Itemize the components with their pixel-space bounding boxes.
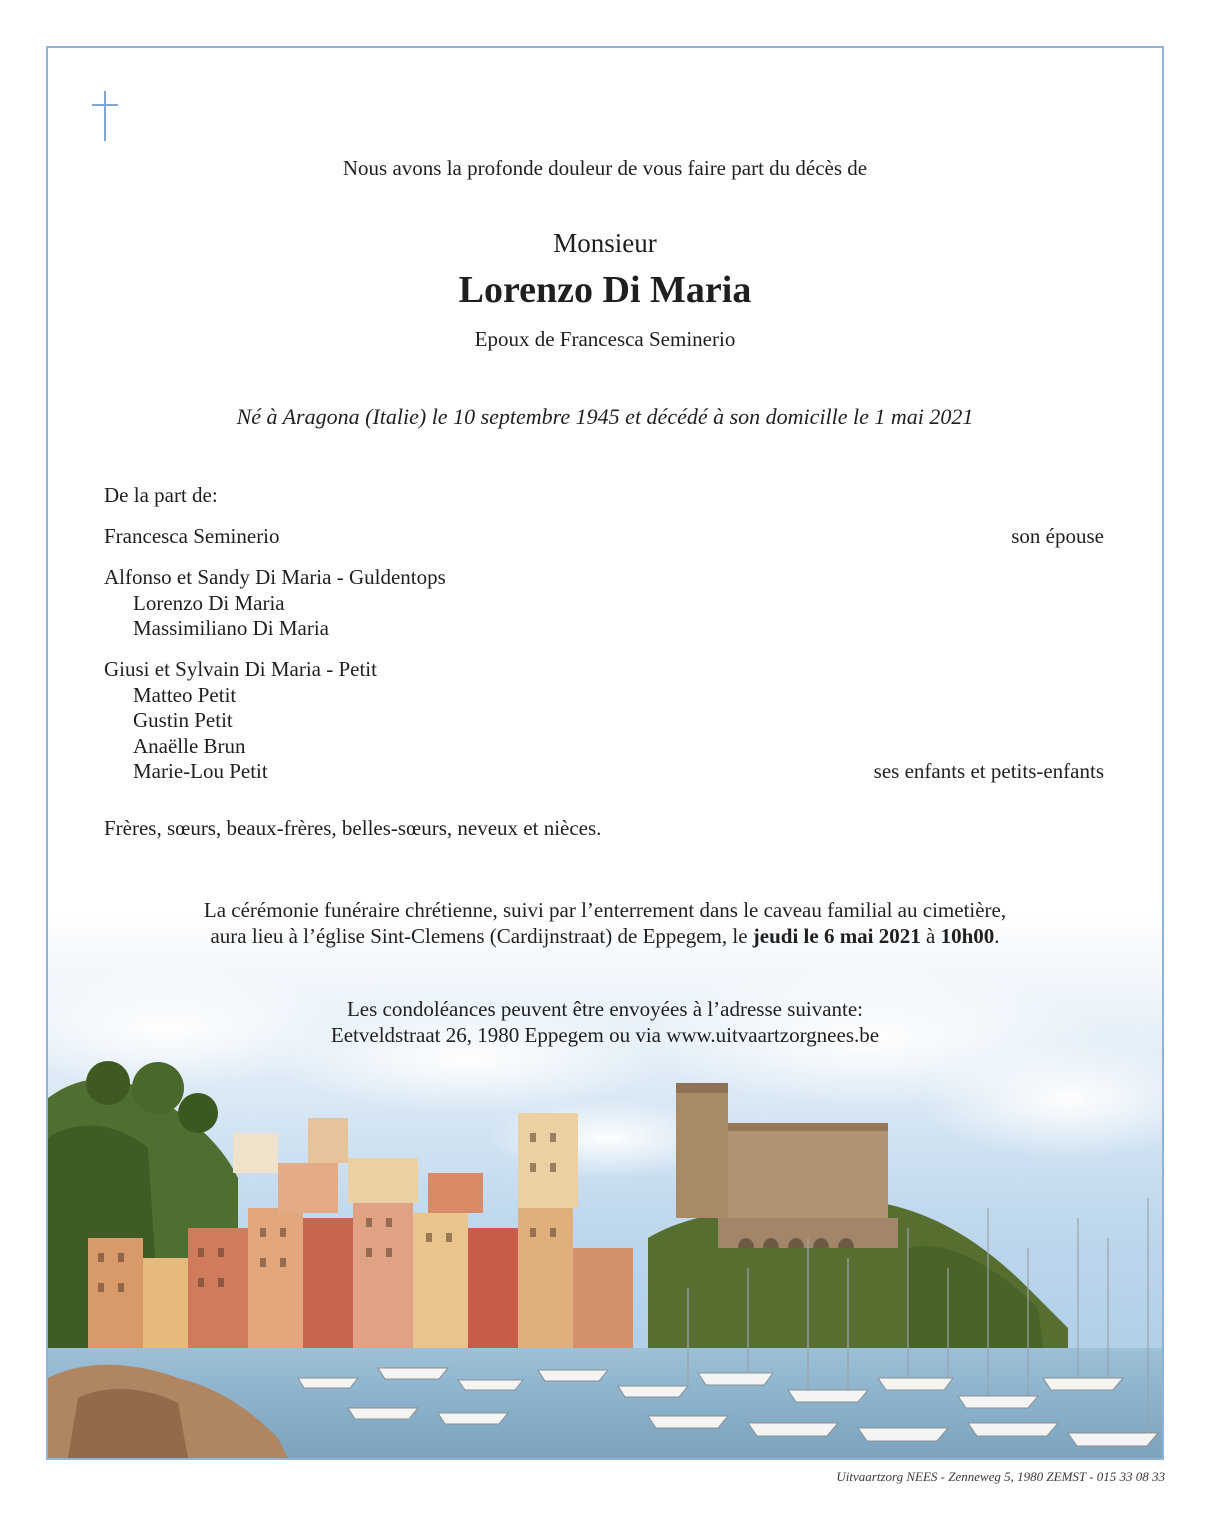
spouse-line: Epoux de Francesca Seminerio [474,327,736,351]
condolences-line-2: Eetveldstraat 26, 1980 Eppegem ou via www.uitvaartzorgnees.be [330,1023,880,1047]
ceremony-date: jeudi le 6 mai 2021 [752,923,921,948]
from-label: De la part de: [104,483,218,507]
condolences-line-1: Les condoléances peuvent être envoyées à l’adresse suivante: [346,997,864,1021]
family-group-1-head: Alfonso et Sandy Di Maria - Guldentops [104,565,446,589]
children-relation: ses enfants et petits-enfants [873,759,1104,783]
cross-icon [92,91,118,141]
family-spouse-row [104,524,1104,550]
family-group-2-child: Marie-Lou Petit [133,759,268,783]
ceremony-line-1: La cérémonie funéraire chrétienne, suivi par l’enterrement dans le caveau familial au cimetière, [203,898,1007,922]
honorific: Monsieur [553,228,657,258]
ceremony-connector: à [920,923,941,948]
children-relation-row [104,759,1104,785]
family-spouse-relation: son épouse [1011,524,1104,548]
family-group-1-child: Lorenzo Di Maria [133,590,285,615]
ceremony-time: 10h00 [940,923,995,948]
death-notice-card [46,46,1164,1460]
other-relatives: Frères, sœurs, beaux-frères, belles-sœurs, neveux et nièces. [104,816,602,840]
condolences-text [48,996,1162,1048]
funeral-home-footer: Uitvaartzorg NEES - Zenneweg 5, 1980 ZEMST - 015 33 08 33 [836,1469,1165,1484]
ceremony-period: . [994,923,1000,948]
family-group-1 [104,565,1104,642]
family-spouse-name: Francesca Seminerio [104,524,280,548]
ceremony-location: aura lieu à l’église Sint-Clemens (Cardijnstraat) de Eppegem, le [210,923,753,948]
family-group-2-child: Anaëlle Brun [133,733,246,758]
deceased-name: Lorenzo Di Maria [458,269,752,311]
family-group-1-child: Massimiliano Di Maria [133,616,329,640]
harbour-landscape-image [48,908,1162,1458]
intro-text: Nous avons la profonde douleur de vous faire part du décès de [342,156,868,180]
family-group-2-child: Matteo Petit [133,682,237,707]
ceremony-line-2 [48,924,1162,950]
birth-death-line: Né à Aragona (Italie) le 10 septembre 1945 et décédé à son domicille le 1 mai 2021 [236,404,974,429]
family-group-2-child: Gustin Petit [133,708,233,732]
ceremony-text [48,898,1162,949]
family-group-2-head: Giusi et Sylvain Di Maria - Petit [104,657,377,681]
